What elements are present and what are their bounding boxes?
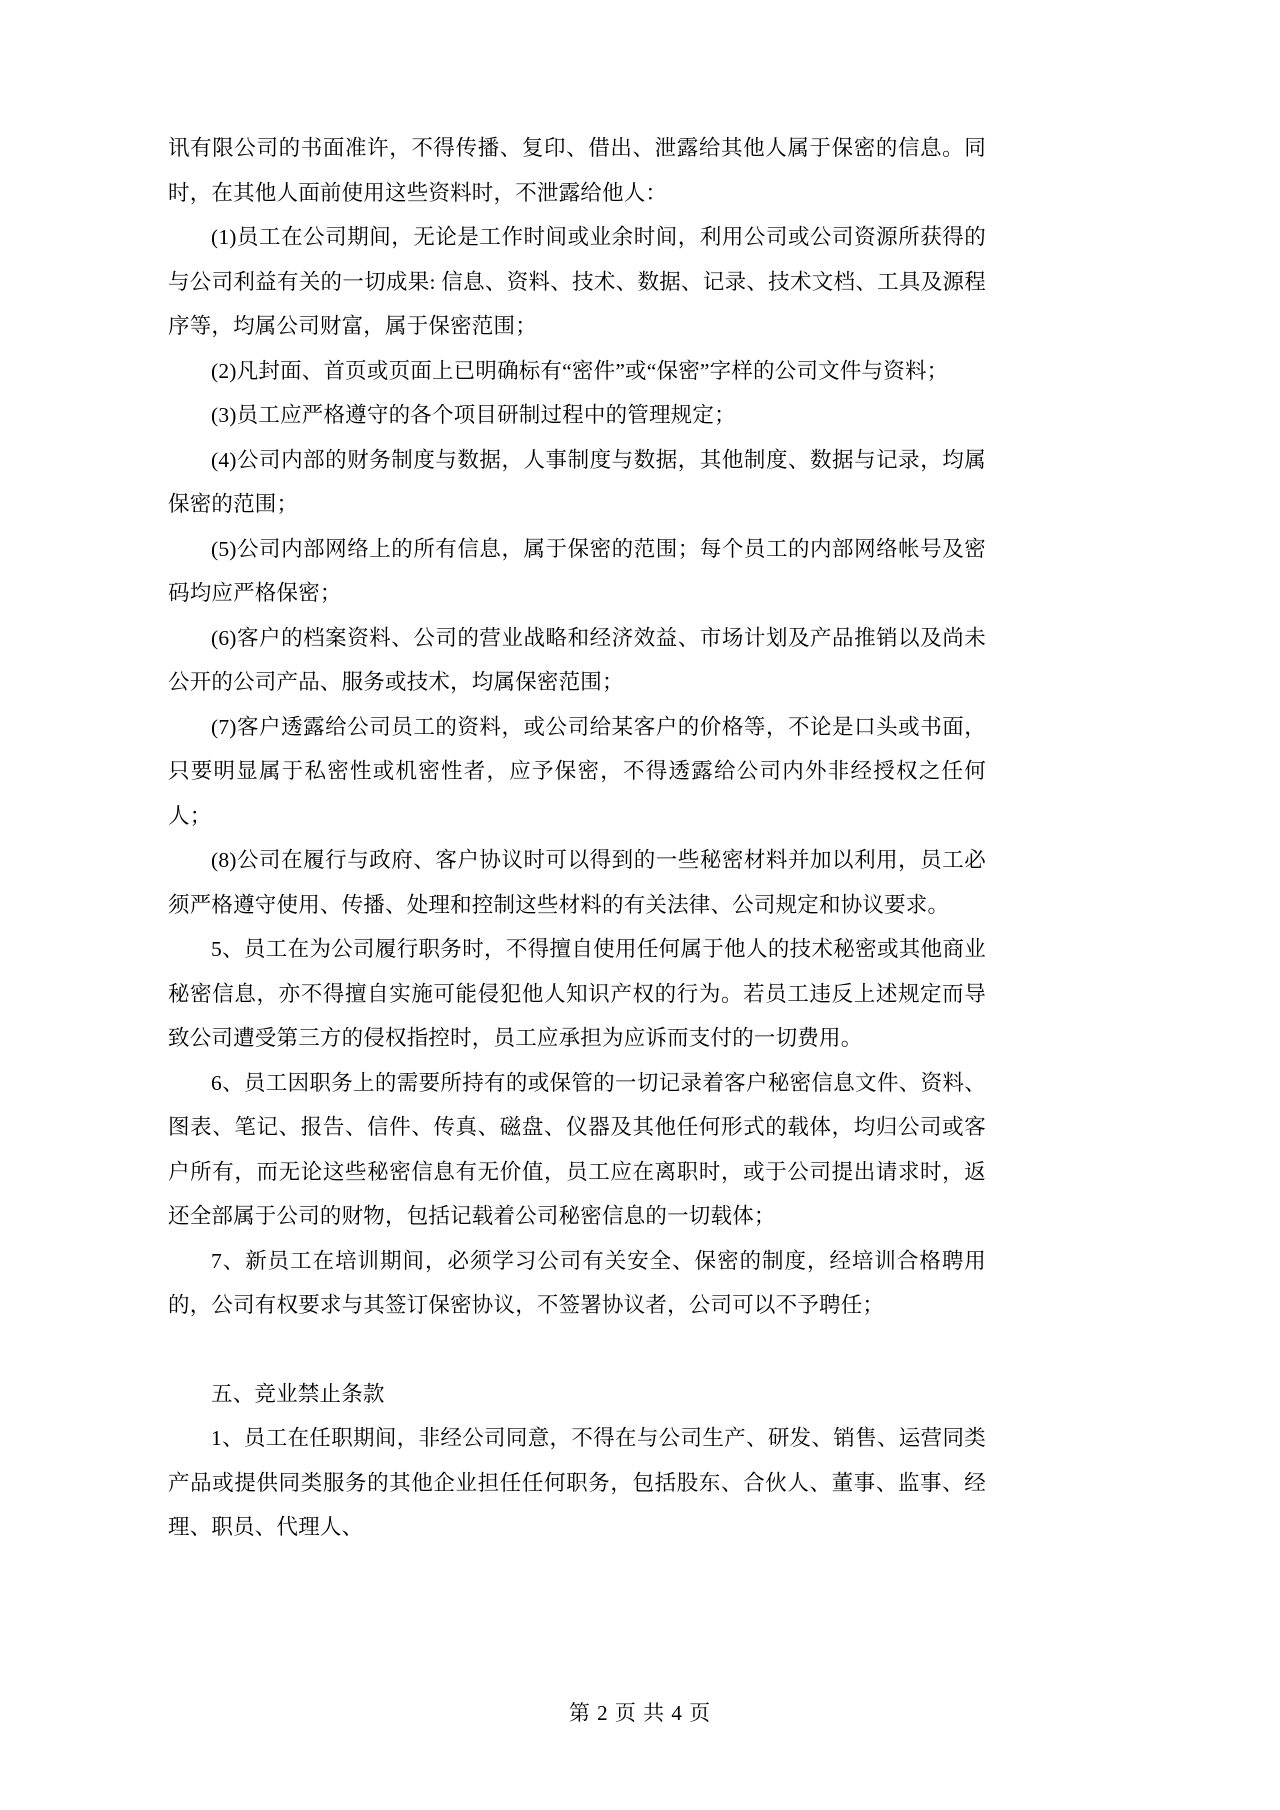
list-item-5: (5)公司内部网络上的所有信息，属于保密的范围；每个员工的内部网络帐号及密码均应严格保密； — [168, 536, 986, 605]
list-item-3: (3)员工应严格遵守的各个项目研制过程中的管理规定； — [211, 403, 736, 427]
clause-6: 6、员工因职务上的需要所持有的或保管的一切记录着客户秘密信息文件、资料、图表、笔记、报告、信件、传真、磁盘、仪器及其他任何形式的载体，均归公司或客户所有，而无论这些秘密信息有无价值，员工应在离职时，或于公司提出请求时，返还全部属于公司的财物，包括记载着公司秘密信息的一切载体； — [168, 1070, 986, 1228]
page-footer: 第 2 页 共 4 页 — [568, 1701, 712, 1725]
list-item-4: (4)公司内部的财务制度与数据，人事制度与数据，其他制度、数据与记录，均属保密的范围； — [168, 447, 986, 516]
noncompete-clause-1: 1、员工在任职期间，非经公司同意，不得在与公司生产、研发、销售、运营同类产品或提供同类服务的其他企业担任任何职务，包括股东、合伙人、董事、监事、经理、职员、代理人、 — [168, 1426, 986, 1539]
section-heading-noncompete: 五、竞业禁止条款 — [211, 1381, 385, 1406]
list-item-1: (1)员工在公司期间，无论是工作时间或业余时间，利用公司或公司资源所获得的与公司利益有关的一切成果: 信息、资料、技术、数据、记录、技术文档、工具及源程序等，均属公司财富，属于保密范围； — [168, 225, 986, 338]
list-item-6: (6)客户的档案资料、公司的营业战略和经济效益、市场计划及产品推销以及尚未公开的公司产品、服务或技术，均属保密范围； — [168, 625, 986, 694]
paragraph-continuation: 讯有限公司的书面准许，不得传播、复印、借出、泄露给其他人属于保密的信息。同时，在其他人面前使用这些资料时，不泄露给他人： — [168, 136, 986, 205]
clause-5: 5、员工在为公司履行职务时，不得擅自使用任何属于他人的技术秘密或其他商业秘密信息，亦不得擅自实施可能侵犯他人知识产权的行为。若员工违反上述规定而导致公司遭受第三方的侵权指控时，员工应承担为应诉而支付的一切费用。 — [168, 937, 986, 1050]
list-item-2: (2)凡封面、首页或页面上已明确标有“密件”或“保密”字样的公司文件与资料； — [211, 358, 949, 383]
clause-7: 7、新员工在培训期间，必须学习公司有关安全、保密的制度，经培训合格聘用的，公司有权要求与其签订保密协议，不签署协议者，公司可以不予聘任； — [168, 1248, 986, 1317]
list-item-7: (7)客户透露给公司员工的资料，或公司给某客户的价格等，不论是口头或书面，只要明显属于私密性或机密性者，应予保密，不得透露给公司内外非经授权之任何人； — [168, 714, 986, 828]
section-spacer — [168, 1328, 986, 1372]
list-item-8: (8)公司在履行与政府、客户协议时可以得到的一些秘密材料并加以利用，员工必须严格遵守使用、传播、处理和控制这些材料的有关法律、公司规定和协议要求。 — [168, 848, 986, 917]
page-body — [168, 126, 986, 1550]
